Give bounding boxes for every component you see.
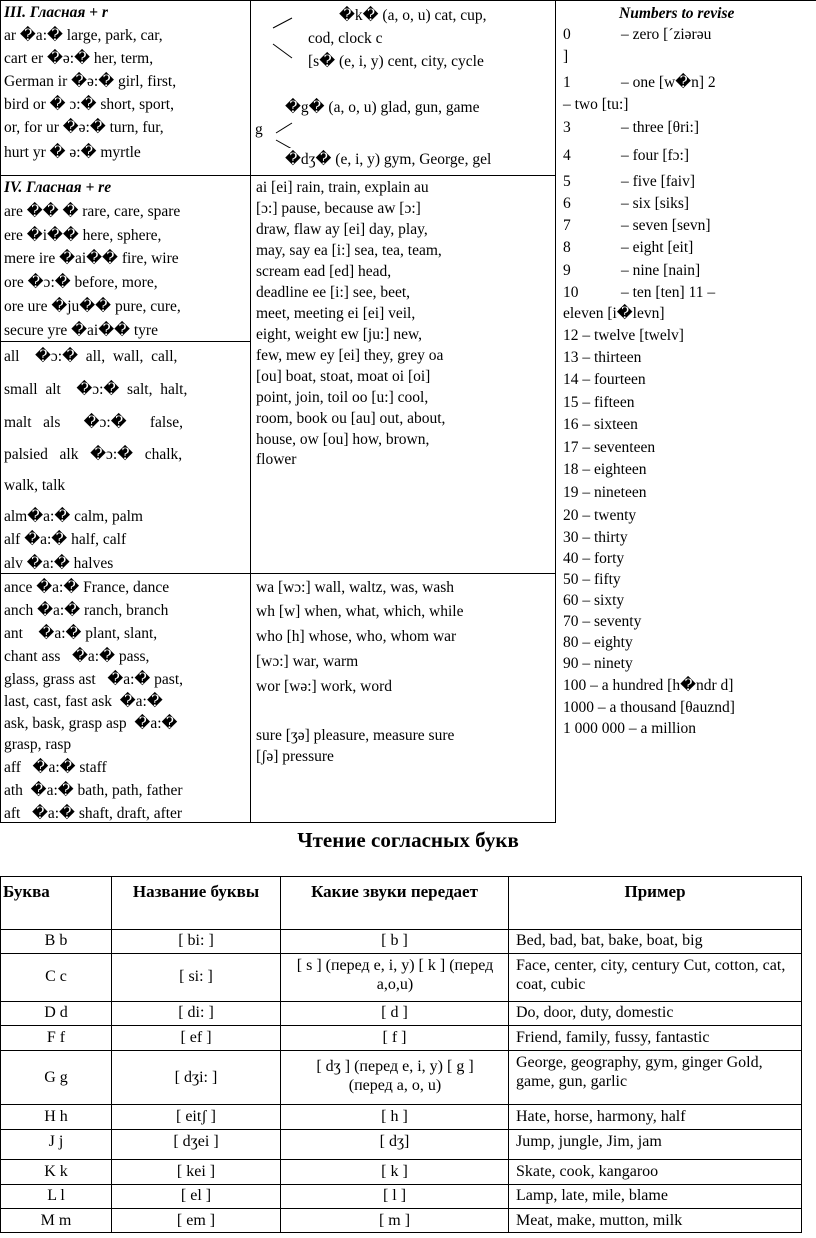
rule-line: last, cast, fast ask �a:� (4, 693, 163, 710)
cell-example: Face, center, city, century Cut, cotton, cat, coat, cubic (516, 957, 786, 993)
number-word: – eight [eit] (621, 239, 694, 256)
number-line: 30 – thirty (563, 529, 628, 546)
number-word: – five [faiv] (621, 173, 696, 190)
number-word: – one [w�n] 2 (621, 74, 716, 91)
rule-line: point, join, toil oo [u:] cool, (256, 389, 429, 406)
number-word: – seven [sevn] (621, 217, 711, 234)
rule-line: or, for ur �ə:� turn, fur, (4, 119, 164, 136)
rule-line: ar �a:� large, park, car, (4, 27, 163, 44)
number-digit: 4 (563, 147, 571, 164)
rule-line: ere �i�� here, sphere, (4, 227, 162, 244)
cell-example: Jump, jungle, Jim, jam (516, 1133, 662, 1150)
cell-letter: H h (44, 1108, 68, 1125)
table-row-divider (0, 1184, 802, 1185)
rule-line: [s� (e, i, y) cent, city, cycle (308, 53, 484, 70)
rule-line: flower (256, 451, 297, 468)
cell-example: Skate, cook, kangaroo (516, 1163, 659, 1180)
cell-example: Lamp, late, mile, blame (516, 1187, 668, 1204)
table-row-divider (0, 953, 802, 954)
rules-col-divider-2 (555, 0, 556, 823)
number-digit: 1 (563, 74, 571, 91)
number-line: 20 – twenty (563, 507, 637, 524)
number-line: 16 – sixteen (563, 416, 638, 433)
cell-sound: [ s ] (перед e, i, y) [ k ] (перед a,o,u) (296, 957, 494, 993)
rule-line: grasp, rasp (4, 736, 72, 753)
cell-sound: [ dʒ ] (перед e, i, y) [ g ] (перед a, o, u) (316, 1058, 474, 1094)
cell-sound: [ b ] (381, 932, 408, 949)
table-row-divider (0, 1159, 802, 1160)
rule-line: ore ure �ju�� pure, cure, (4, 298, 181, 315)
cell-example: Meat, make, mutton, milk (516, 1212, 683, 1229)
cell-sound: [ h ] (381, 1108, 408, 1125)
number-word: – six [siks] (621, 195, 690, 212)
rule-line: hurt yr � ə:� myrtle (4, 144, 141, 161)
table-row-divider (0, 1208, 802, 1209)
section-title: IV. Гласная + re (4, 179, 112, 196)
rule-letter: g (255, 121, 263, 138)
number-word: – four [fɔ:] (621, 147, 689, 164)
rule-line: meet, meeting ei [ei] veil, (256, 305, 416, 322)
number-word: – three [θri:] (621, 119, 699, 136)
number-line: eleven [i�levn] (563, 305, 665, 322)
cell-example: Friend, family, fussy, fantastic (516, 1029, 710, 1046)
cell-letter: J j (48, 1133, 64, 1150)
number-digit: 6 (563, 195, 571, 212)
rules-row-divider-2 (0, 341, 251, 342)
rule-line: deadline ee [i:] see, beet, (256, 284, 411, 301)
cell-name: [ di: ] (178, 1004, 214, 1021)
rule-line: �g� (a, o, u) glad, gun, game (285, 99, 480, 116)
cell-name: [ kei ] (176, 1163, 216, 1180)
rules-row-divider-3 (0, 573, 556, 574)
cell-name: [ dʒi: ] (174, 1069, 218, 1086)
number-digit: 9 (563, 262, 571, 279)
number-line: 18 – eighteen (563, 461, 647, 478)
cell-name: [ em ] (176, 1212, 216, 1229)
rule-line: cod, clock c (308, 30, 383, 47)
number-word: – ten [ten] 11 – (621, 284, 716, 301)
rule-line: who [h] whose, who, whom war (256, 628, 457, 645)
number-line: 60 – sixty (563, 592, 625, 609)
numbers-title: Numbers to revise (619, 5, 735, 22)
rule-line: alm�a:� calm, palm (4, 508, 143, 525)
number-word: – nine [nain] (621, 262, 701, 279)
rule-line: sure [ʒə] pleasure, measure sure (256, 727, 455, 744)
header-letter-name: Название буквы (132, 882, 260, 901)
rule-line: eight, weight ew [ju:] new, (256, 326, 423, 343)
number-line: 1 000 000 – a million (563, 720, 697, 737)
header-sounds: Какие звуки передает (311, 882, 478, 901)
number-line: 90 – ninety (563, 655, 633, 672)
cell-name: [ bi: ] (178, 932, 214, 949)
rule-line: aft �a:� shaft, draft, after (4, 805, 183, 822)
rule-line: [ʃə] pressure (256, 748, 334, 765)
cell-name: [ si: ] (179, 968, 213, 985)
number-line: 15 – fifteen (563, 394, 635, 411)
cell-sound: [ dʒ] (379, 1133, 410, 1150)
rule-line: �k� (a, o, u) cat, cup, (339, 7, 487, 24)
number-digit: 3 (563, 119, 571, 136)
header-example: Пример (624, 882, 686, 901)
number-line: 50 – fifty (563, 571, 621, 588)
rule-line: ask, bask, grasp asp �a:� (4, 715, 178, 732)
rules-col-divider-1 (250, 0, 251, 823)
consonants-title: Чтение согласных букв (297, 828, 519, 852)
number-digit: 8 (563, 239, 571, 256)
cell-sound: [ d ] (381, 1004, 408, 1021)
number-line: 80 – eighty (563, 634, 633, 651)
table-row-divider (0, 929, 802, 930)
number-digit: 0 (563, 26, 571, 43)
cell-letter: C c (45, 968, 67, 985)
cell-name: [ dʒei ] (173, 1133, 219, 1150)
rule-line: bird or � ɔ:� short, sport, (4, 96, 174, 113)
cell-letter: D d (44, 1004, 68, 1021)
cell-example: Bed, bad, bat, bake, boat, big (516, 932, 703, 949)
rule-line: [ɔ:] pause, because aw [ɔ:] (256, 200, 421, 217)
number-digit: 5 (563, 173, 571, 190)
rule-line: [ou] boat, stoat, moat oi [oi] (256, 368, 431, 385)
rule-line: ore �ɔ:� before, more, (4, 274, 158, 291)
cell-letter: L l (47, 1187, 65, 1204)
rules-top-border (0, 0, 816, 1)
rule-line: ant �a:� plant, slant, (4, 625, 158, 642)
rule-line: wh [w] when, what, which, while (256, 603, 464, 620)
cell-example: Do, door, duty, domestic (516, 1004, 674, 1021)
section-title: III. Гласная + r (4, 4, 108, 21)
rule-line: German ir �ə:� girl, first, (4, 73, 177, 90)
number-digit: 10 (563, 284, 579, 301)
number-line: 19 – nineteen (563, 484, 647, 501)
number-line: 40 – forty (563, 550, 625, 567)
cell-letter: G g (44, 1069, 68, 1086)
rule-line: secure yre �ai�� tyre (4, 322, 158, 339)
table-row-divider (0, 1104, 802, 1105)
number-word: – zero [´ziərəu (621, 26, 712, 43)
table-row-divider (0, 1025, 802, 1026)
rule-line: glass, grass ast �a:� past, (4, 671, 184, 688)
cell-sound: [ m ] (378, 1212, 411, 1229)
number-digit: 7 (563, 217, 571, 234)
cell-sound: [ k ] (381, 1163, 408, 1180)
rule-line: are �� � rare, care, spare (4, 203, 181, 220)
table-bottom-border (0, 1232, 802, 1233)
number-line: 12 – twelve [twelv] (563, 327, 684, 344)
rule-line: mere ire �ai�� fire, wire (4, 250, 179, 267)
number-line: 70 – seventy (563, 613, 642, 630)
rules-left-border (0, 0, 1, 823)
rule-line: wa [wɔ:] wall, waltz, was, wash (256, 579, 454, 596)
cell-letter: K k (44, 1163, 68, 1180)
rule-line: chant ass �a:� pass, (4, 648, 150, 665)
rule-line: few, mew ey [ei] they, grey oa (256, 347, 444, 364)
rule-line: may, say ea [i:] sea, tea, team, (256, 242, 442, 259)
rules-bottom-border (0, 822, 556, 823)
rule-line: cart er �ə:� her, term, (4, 50, 154, 67)
rule-line: ath �a:� bath, path, father (4, 782, 183, 799)
number-line: 13 – thirteen (563, 349, 642, 366)
rule-line: alf �a:� half, calf (4, 531, 127, 548)
rule-line: palsied alk �ɔ:� chalk, (4, 446, 183, 463)
rule-line: ance �a:� France, dance (4, 579, 170, 596)
rule-line: ai [ei] rain, train, explain au (256, 179, 429, 196)
rule-line: �dʒ� (e, i, y) gym, George, gel (285, 151, 492, 168)
rule-line: walk, talk (4, 477, 66, 494)
cell-example: Hate, horse, harmony, half (516, 1108, 686, 1125)
cell-letter: B b (44, 932, 68, 949)
rule-line: small alt �ɔ:� salt, halt, (4, 381, 188, 398)
rule-line: wor [wə:] work, word (256, 678, 393, 695)
number-digit: – two [tu:] (563, 96, 629, 113)
rule-line: alv �a:� halves (4, 555, 114, 572)
number-line: 1000 – a thousand [θauznd] (563, 699, 735, 716)
cell-sound: [ l ] (382, 1187, 407, 1204)
table-row-divider (0, 1001, 802, 1002)
branch-lines (270, 8, 300, 148)
rule-line: scream ead [ed] head, (256, 263, 392, 280)
cell-example: George, geography, gym, ginger Gold, game, gun, garlic (516, 1054, 763, 1090)
rule-line: anch �a:� ranch, branch (4, 602, 169, 619)
number-line: 17 – seventeen (563, 439, 656, 456)
table-row-divider (0, 1129, 802, 1130)
rule-line: aff �a:� staff (4, 759, 107, 776)
number-line: 100 – a hundred [h�ndr d] (563, 677, 734, 694)
rule-line: draw, flaw ay [ei] day, play, (256, 221, 428, 238)
table-top-border (0, 876, 802, 877)
rule-line: house, ow [ou] how, brown, (256, 431, 430, 448)
rule-line: malt als �ɔ:� false, (4, 414, 183, 431)
table-row-divider (0, 1050, 802, 1051)
cell-letter: M m (40, 1212, 72, 1229)
cell-name: [ el ] (180, 1187, 212, 1204)
number-line: 14 – fourteen (563, 371, 646, 388)
cell-name: [ eitʃ ] (176, 1108, 216, 1125)
header-letter: Буква (3, 882, 50, 901)
rules-row-divider-1 (0, 175, 556, 176)
cell-sound: [ f ] (382, 1029, 407, 1046)
cell-name: [ ef ] (180, 1029, 212, 1046)
rule-line: room, book ou [au] out, about, (256, 410, 446, 427)
number-digit: ] (563, 48, 569, 65)
cell-letter: F f (46, 1029, 66, 1046)
rule-line: [wɔ:] war, warm (256, 653, 359, 670)
rule-line: all �ɔ:� all, wall, call, (4, 348, 178, 365)
